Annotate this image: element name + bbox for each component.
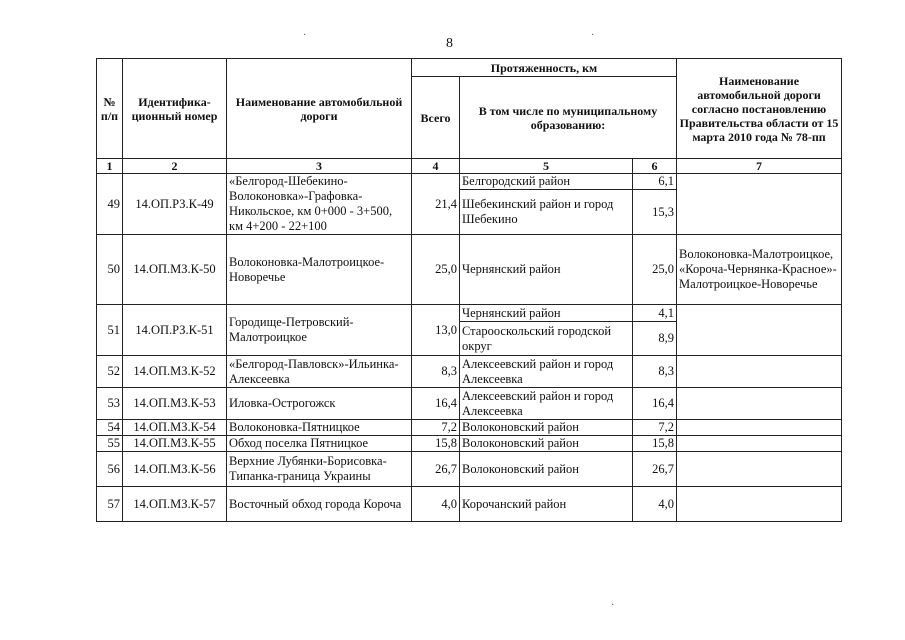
length-total: 15,8	[412, 436, 460, 452]
road-id: 14.ОП.МЗ.К-55	[123, 436, 227, 452]
municipal-area: Алексеевский район и город Алексеевка	[460, 388, 633, 420]
column-number: 3	[227, 159, 412, 174]
table-row	[97, 436, 842, 452]
municipal-km: 7,2	[633, 420, 677, 436]
column-numbers-row	[97, 159, 842, 174]
municipal-km: 8,9	[633, 322, 677, 356]
road-id: 14.ОП.МЗ.К-56	[123, 452, 227, 487]
road-name: «Белгород-Павловск»-Ильинка-Алексеевка	[227, 356, 412, 388]
municipal-area: Чернянский район	[460, 305, 633, 322]
header-decree-name: Наименование автомобильной дороги согласно постановлению Правительства области от 15 марта 2010 года № 78-пп	[677, 59, 842, 159]
decree-name	[677, 436, 842, 452]
municipal-km: 6,1	[633, 174, 677, 190]
road-id: 14.ОП.РЗ.К-49	[123, 174, 227, 235]
table-body	[97, 174, 842, 522]
row-number: 54	[97, 420, 123, 436]
table-row	[97, 305, 842, 322]
table-row	[97, 174, 842, 190]
municipal-km: 8,3	[633, 356, 677, 388]
road-name: Волоконовка-Малотроицкое-Новоречье	[227, 235, 412, 305]
road-name: Восточный обход города Короча	[227, 487, 412, 522]
column-number: 1	[97, 159, 123, 174]
municipal-area: Корочанский район	[460, 487, 633, 522]
page-number: 8	[446, 36, 453, 51]
municipal-km: 16,4	[633, 388, 677, 420]
municipal-km: 4,1	[633, 305, 677, 322]
municipal-area: Старооскольский городской округ	[460, 322, 633, 356]
decree-name	[677, 356, 842, 388]
length-total: 25,0	[412, 235, 460, 305]
scan-speck: ·	[303, 30, 307, 41]
decree-name	[677, 420, 842, 436]
length-total: 13,0	[412, 305, 460, 356]
decree-name	[677, 388, 842, 420]
road-name: Волоконовка-Пятницкое	[227, 420, 412, 436]
road-name: Иловка-Острогожск	[227, 388, 412, 420]
roads-table	[96, 58, 842, 522]
header-num: № п/п	[97, 59, 123, 159]
row-number: 53	[97, 388, 123, 420]
length-total: 8,3	[412, 356, 460, 388]
decree-name	[677, 487, 842, 522]
municipal-km: 25,0	[633, 235, 677, 305]
length-total: 4,0	[412, 487, 460, 522]
header-municipal: В том числе по муниципальному образованию:	[460, 77, 677, 159]
municipal-area: Волоконовский район	[460, 420, 633, 436]
municipal-area: Белгородский район	[460, 174, 633, 190]
table-row	[97, 356, 842, 388]
road-id: 14.ОП.РЗ.К-51	[123, 305, 227, 356]
road-id: 14.ОП.МЗ.К-50	[123, 235, 227, 305]
table-row	[97, 487, 842, 522]
decree-name	[677, 452, 842, 487]
decree-name: Волоконовка-Малотроицкое, «Короча-Чернянка-Красное»-Малотроицкое-Новоречье	[677, 235, 842, 305]
row-number: 50	[97, 235, 123, 305]
municipal-area: Волоконовский район	[460, 436, 633, 452]
scan-speck: ·	[611, 600, 615, 611]
road-id: 14.ОП.МЗ.К-52	[123, 356, 227, 388]
table-row	[97, 452, 842, 487]
header-road-name: Наименование автомобильной дороги	[227, 59, 412, 159]
row-number: 56	[97, 452, 123, 487]
length-total: 26,7	[412, 452, 460, 487]
table-row	[97, 388, 842, 420]
municipal-area: Чернянский район	[460, 235, 633, 305]
header-length-group: Протяженность, км	[412, 59, 677, 77]
table-row	[97, 420, 842, 436]
column-number: 2	[123, 159, 227, 174]
road-name: Обход поселка Пятницкое	[227, 436, 412, 452]
table-row	[97, 235, 842, 305]
row-number: 52	[97, 356, 123, 388]
row-number: 57	[97, 487, 123, 522]
municipal-area: Шебекинский район и город Шебекино	[460, 190, 633, 235]
decree-name	[677, 174, 842, 235]
municipal-km: 26,7	[633, 452, 677, 487]
scan-speck: ·	[591, 30, 595, 41]
row-number: 49	[97, 174, 123, 235]
row-number: 51	[97, 305, 123, 356]
length-total: 21,4	[412, 174, 460, 235]
municipal-km: 15,3	[633, 190, 677, 235]
road-name: «Белгород-Шебекино-Волоконовка»-Графовка-Никольское, км 0+000 - 3+500, км 4+200 - 22+100	[227, 174, 412, 235]
column-number: 5	[460, 159, 633, 174]
column-number: 6	[633, 159, 677, 174]
length-total: 16,4	[412, 388, 460, 420]
road-name: Верхние Лубянки-Борисовка-Типанка-граница Украины	[227, 452, 412, 487]
road-id: 14.ОП.МЗ.К-57	[123, 487, 227, 522]
row-number: 55	[97, 436, 123, 452]
column-number: 7	[677, 159, 842, 174]
road-id: 14.ОП.МЗ.К-54	[123, 420, 227, 436]
road-name: Городище-Петровский-Малотроицкое	[227, 305, 412, 356]
municipal-km: 4,0	[633, 487, 677, 522]
municipal-area: Алексеевский район и город Алексеевка	[460, 356, 633, 388]
decree-name	[677, 305, 842, 356]
length-total: 7,2	[412, 420, 460, 436]
column-number: 4	[412, 159, 460, 174]
header-id: Идентифика-ционный номер	[123, 59, 227, 159]
header-total: Всего	[412, 77, 460, 159]
road-id: 14.ОП.МЗ.К-53	[123, 388, 227, 420]
municipal-km: 15,8	[633, 436, 677, 452]
municipal-area: Волоконовский район	[460, 452, 633, 487]
